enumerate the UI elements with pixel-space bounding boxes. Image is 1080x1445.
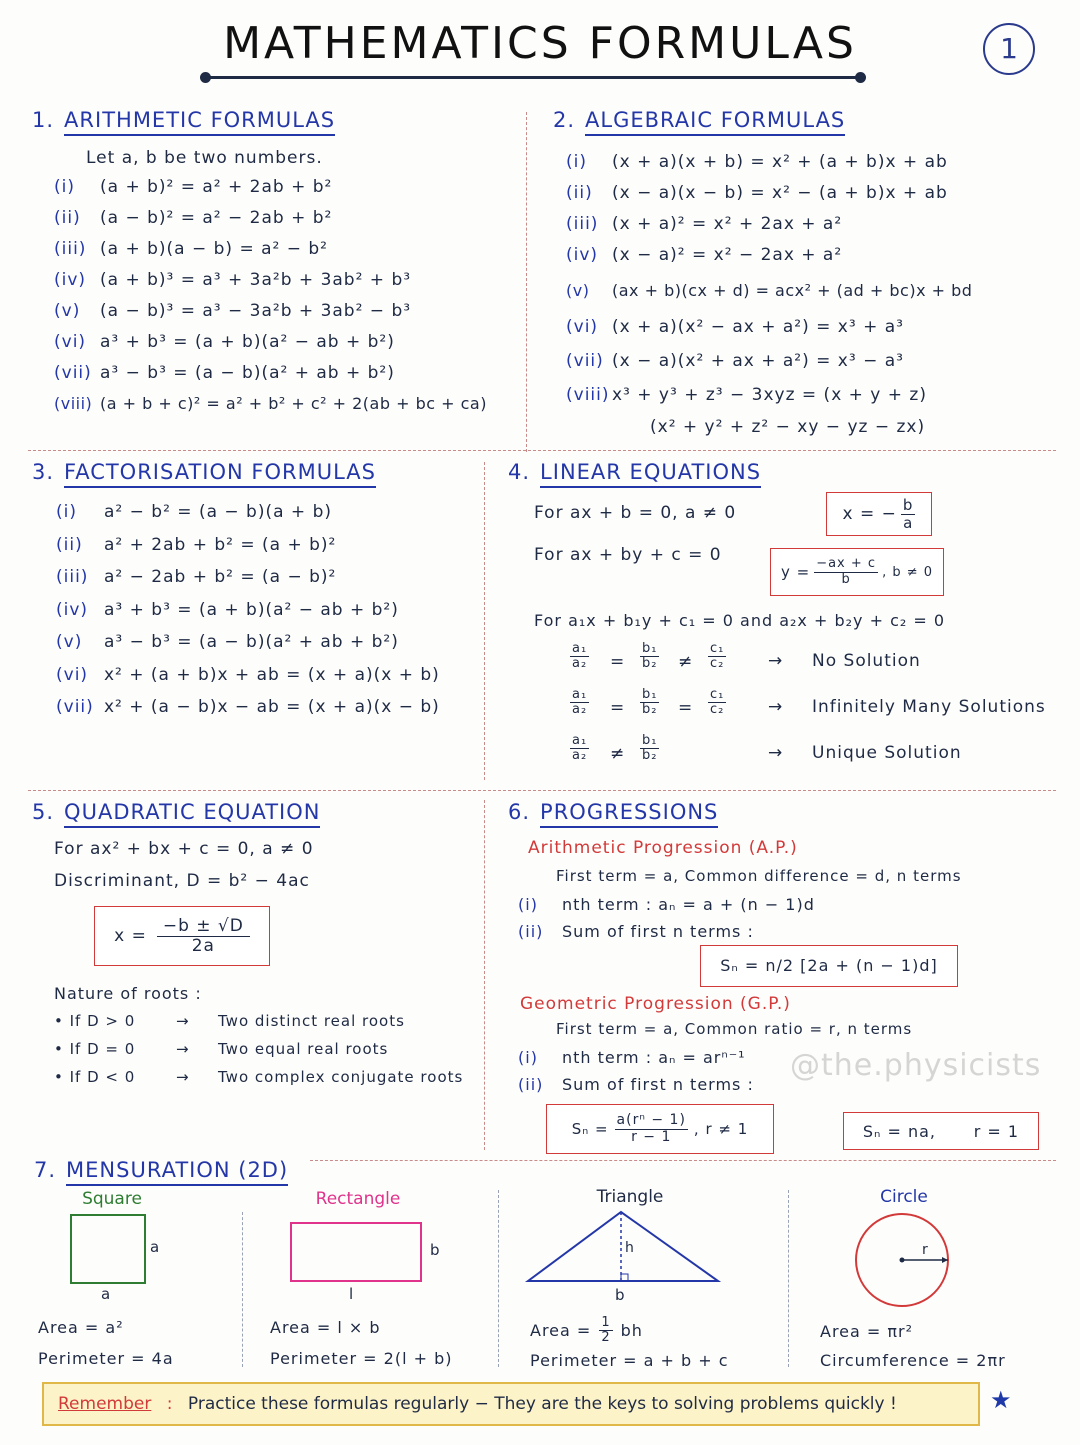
- rectangle-shape: [290, 1222, 422, 1282]
- circle-radius-label: r: [922, 1242, 929, 1258]
- formula-row: (ii) (a − b)² = a² − 2ab + b²: [54, 208, 333, 228]
- circle-circumference: Circumference = 2πr: [820, 1351, 1006, 1370]
- square-bottom-label: a: [101, 1285, 112, 1303]
- mensuration-divider-3: [788, 1190, 789, 1367]
- gp-sum-label: (ii) Sum of first n terms :: [518, 1075, 754, 1094]
- section-quadratic-title: 5. QUADRATIC EQUATION: [32, 800, 320, 824]
- formula-row: (viii) (a + b + c)² = a² + b² + c² + 2(ab + bc + ca): [54, 394, 487, 413]
- watermark: @the.physicists: [790, 1048, 1042, 1083]
- remember-banner: [42, 1382, 980, 1426]
- divider-horizontal-1: [28, 450, 1056, 451]
- ap-description: First term = a, Common difference = d, n terms: [556, 867, 962, 885]
- gp-description: First term = a, Common ratio = r, n terms: [556, 1020, 913, 1038]
- mensuration-divider-1: [242, 1212, 243, 1367]
- ap-title: Arithmetic Progression (A.P.): [528, 838, 798, 858]
- quadratic-nature-label: Nature of roots :: [54, 984, 202, 1003]
- arithmetic-list: [54, 177, 487, 425]
- linear-solution-box-2: y = $\frac{-ax + c}{b}$ , b ≠ 0: [770, 548, 944, 596]
- remember-text: Practice these formulas regularly − They are the keys to solving problems quickly !: [187, 1394, 897, 1414]
- formula-row: (i) a² − b² = (a − b)(a + b): [56, 502, 332, 522]
- section-algebraic-title: 2. ALGEBRAIC FORMULAS: [553, 108, 845, 132]
- remember-separator: :: [166, 1394, 173, 1414]
- gp-sum-formula-box-r1: Sₙ = na, r = 1: [843, 1112, 1039, 1150]
- square-side-label: a: [150, 1238, 161, 1256]
- linear-line-3: For a₁x + b₁y + c₁ = 0 and a₂x + b₂y + c₂ = 0: [534, 611, 946, 630]
- section-mensuration-title: 7. MENSURATION (2D): [34, 1158, 288, 1182]
- formula-row-continuation: (x² + y² + z² − xy − yz − zx): [650, 417, 926, 437]
- formula-row: (vii) a³ − b³ = (a − b)(a² + ab + b²): [54, 363, 395, 383]
- section-factorisation-title: 3. FACTORISATION FORMULAS: [32, 460, 376, 484]
- quadratic-nature-list: [54, 1012, 463, 1096]
- formula-row: (iv) a³ + b³ = (a + b)(a² − ab + b²): [56, 599, 399, 620]
- algebraic-list: [566, 152, 972, 447]
- divider-vertical-middle: [484, 462, 485, 780]
- title-underline: [205, 76, 860, 79]
- divider-vertical-top: [526, 112, 527, 452]
- star-icon: ★: [990, 1386, 1012, 1414]
- formula-row: (ii) (x − a)(x − b) = x² − (a + b)x + ab: [566, 183, 948, 203]
- quadratic-line-1: For ax² + bx + c = 0, a ≠ 0: [54, 839, 314, 859]
- section-arithmetic-title: 1. ARITHMETIC FORMULAS: [32, 108, 335, 132]
- square-area: Area = a²: [38, 1318, 124, 1337]
- rectangle-bottom-label: l: [349, 1285, 355, 1303]
- formula-row: (vi) a³ + b³ = (a + b)(a² − ab + b²): [54, 332, 395, 352]
- formula-row: (viii) x³ + y³ + z³ − 3xyz = (x + y + z): [566, 385, 927, 405]
- page-number-badge: 1: [983, 23, 1035, 75]
- triangle-title: Triangle: [596, 1187, 664, 1207]
- nature-row: • If D > 0 → Two distinct real roots: [54, 1012, 405, 1030]
- divider-horizontal-3: [310, 1160, 1056, 1161]
- page-title: MATHEMATICS FORMULAS: [223, 18, 857, 69]
- rectangle-perimeter: Perimeter = 2(l + b): [270, 1349, 453, 1368]
- gp-nth-term: (i) nth term : aₙ = arⁿ⁻¹: [518, 1048, 746, 1067]
- section-linear-title: 4. LINEAR EQUATIONS: [508, 460, 761, 484]
- formula-row: (iii) (a + b)(a − b) = a² − b²: [54, 239, 328, 259]
- formula-row: (vi) x² + (a + b)x + ab = (x + a)(x + b): [56, 664, 440, 685]
- divider-vertical-lower: [484, 800, 485, 1150]
- formula-row: (i) (x + a)(x + b) = x² + (a + b)x + ab: [566, 152, 948, 172]
- triangle-shape: [524, 1208, 724, 1286]
- triangle-height-label: h: [625, 1240, 635, 1256]
- formula-row: (v) (a − b)³ = a³ − 3a²b + 3ab² − b³: [54, 301, 412, 321]
- gp-sum-formula-box: Sₙ = $\frac{\text{a(rⁿ − 1)}}{r - 1}$ , r ≠ 1: [546, 1104, 774, 1154]
- ap-sum-label: (ii) Sum of first n terms :: [518, 922, 754, 941]
- nature-row: • If D < 0 → Two complex conjugate roots: [54, 1068, 464, 1086]
- circle-area: Area = πr²: [820, 1322, 914, 1341]
- linear-line-1: For ax + b = 0, a ≠ 0: [534, 503, 737, 523]
- divider-horizontal-2: [28, 790, 1056, 791]
- gp-title: Geometric Progression (G.P.): [520, 994, 791, 1014]
- rectangle-area: Area = l × b: [270, 1318, 381, 1337]
- circle-title: Circle: [880, 1187, 928, 1207]
- formula-row: (ii) a² + 2ab + b² = (a + b)²: [56, 534, 337, 555]
- formula-row: (iv) (a + b)³ = a³ + 3a²b + 3ab² + b³: [54, 270, 412, 290]
- nature-row: • If D = 0 → Two equal real roots: [54, 1040, 389, 1058]
- triangle-base-label: b: [615, 1286, 626, 1304]
- formula-row: (vii) x² + (a − b)x − ab = (x + a)(x − b): [56, 697, 440, 717]
- mensuration-divider-2: [498, 1190, 499, 1367]
- square-shape: [70, 1214, 146, 1284]
- triangle-area: Area = $\frac{1}{2}$ bh: [530, 1315, 643, 1346]
- formula-row: (iii) a² − 2ab + b² = (a − b)²: [56, 567, 337, 587]
- formula-row: (iv) (x − a)² = x² − 2ax + a²: [566, 245, 843, 265]
- circle-shape: [846, 1212, 958, 1312]
- formula-row: (vi) (x + a)(x² − ax + a²) = x³ + a³: [566, 317, 904, 337]
- arithmetic-intro: Let a, b be two numbers.: [86, 148, 323, 168]
- formula-row: (i) (a + b)² = a² + 2ab + b²: [54, 177, 333, 197]
- ap-sum-formula-box: Sₙ = n/2 [2a + (n − 1)d]: [700, 945, 958, 987]
- rectangle-side-label: b: [430, 1241, 441, 1259]
- formula-row: (iii) (x + a)² = x² + 2ax + a²: [566, 214, 843, 234]
- title-underline-dot-right: [855, 72, 866, 83]
- rectangle-title: Rectangle: [315, 1189, 401, 1209]
- title-underline-dot-left: [200, 72, 211, 83]
- remember-label: Remember: [58, 1394, 152, 1414]
- ap-nth-term: (i) nth term : aₙ = a + (n − 1)d: [518, 895, 815, 914]
- square-title: Square: [82, 1189, 142, 1209]
- linear-solution-box-1: x = − $\frac{b}{a}$: [826, 492, 932, 536]
- section-progressions-title: 6. PROGRESSIONS: [508, 800, 718, 824]
- triangle-perimeter: Perimeter = a + b + c: [530, 1351, 729, 1370]
- quadratic-formula-box: x = $\frac{-b \pm √D}{2a}$: [94, 906, 270, 966]
- linear-line-2: For ax + by + c = 0: [534, 545, 722, 565]
- formula-row: (vii) (x − a)(x² + ax + a²) = x³ − a³: [566, 351, 904, 371]
- square-perimeter: Perimeter = 4a: [38, 1349, 174, 1368]
- formula-row: (v) (ax + b)(cx + d) = acx² + (ad + bc)x + bd: [566, 281, 973, 300]
- factorisation-list: [56, 502, 440, 730]
- formula-row: (v) a³ − b³ = (a − b)(a² + ab + b²): [56, 632, 399, 652]
- quadratic-line-2: Discriminant, D = b² − 4ac: [54, 871, 310, 891]
